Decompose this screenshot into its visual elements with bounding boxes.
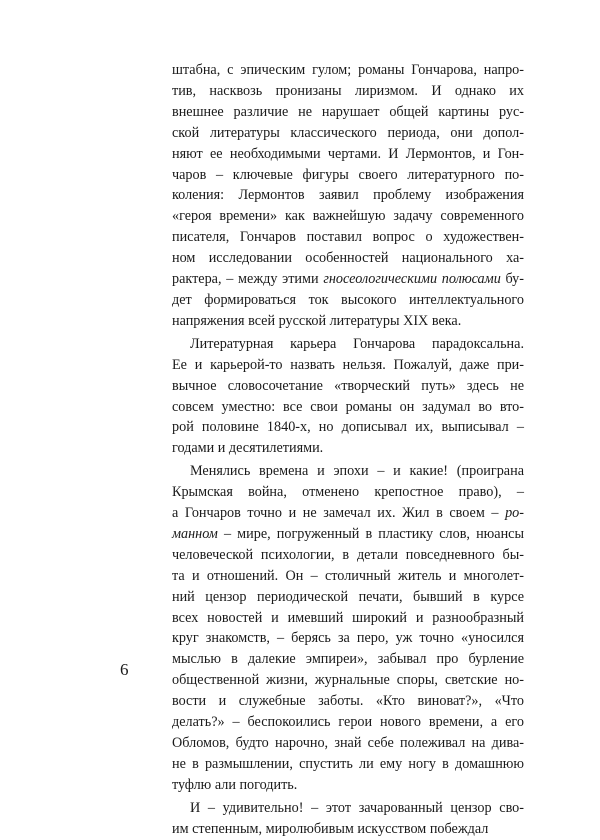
- text-segment: мыслью в далекие эмпиреи», забывал про бурление: [172, 651, 524, 668]
- text-segment: делать?» – беспокоились герои нового времени, а его: [172, 714, 524, 731]
- text-line: [172, 165, 524, 186]
- text-segment: ро-: [505, 505, 524, 522]
- text-segment: не в размышлении, спустить ли ему ногу в домашнюю: [172, 755, 524, 772]
- text-segment: рактера, – между этими: [172, 271, 324, 288]
- text-line: [172, 733, 524, 754]
- text-line: [172, 227, 524, 248]
- text-segment: штабна, с эпическим гулом; романы Гончарова, напро-: [172, 62, 524, 78]
- text-line: [172, 60, 524, 81]
- text-line: [172, 587, 524, 608]
- text-segment: бу-: [500, 271, 525, 288]
- text-segment: – мире, погруженный в пластику слов, нюансы: [217, 525, 524, 542]
- text-line: [172, 248, 524, 269]
- text-line: [172, 355, 524, 376]
- text-line: [172, 545, 524, 566]
- text-line: [172, 461, 524, 482]
- paragraph: [172, 461, 524, 796]
- text-segment: Обломов, будто нарочно, знай себе полеживал на дива-: [172, 735, 524, 751]
- text-line: [172, 144, 524, 165]
- text-segment: манном: [172, 525, 218, 542]
- text-segment: И – удивительно! – этот зачарованный цензор сво-: [190, 799, 524, 816]
- text-segment: внешнее различие не нарушает общей картины рус-: [172, 103, 524, 120]
- text-line: [172, 376, 524, 397]
- body-text: [172, 60, 524, 840]
- text-segment: писателя, Гончаров поставил вопрос о художествен-: [172, 229, 524, 246]
- text-line: [172, 670, 524, 691]
- text-segment: ном исследовании особенностей национального ха-: [172, 250, 524, 267]
- text-line: [172, 185, 524, 206]
- text-segment: та и отношений. Он – столичный житель и многолет-: [172, 567, 524, 584]
- text-line: [172, 438, 524, 459]
- text-segment: всех новостей и имевший широкий и разнообразный: [172, 609, 524, 626]
- text-line: [172, 311, 524, 332]
- text-segment: Крымская война, отменено крепостное право), –: [172, 484, 524, 501]
- paragraph: [172, 60, 524, 332]
- text-segment: Менялись времена и эпохи – и какие! (проиграна: [190, 463, 524, 480]
- text-segment: чаров – ключевые фигуры своего литературного по-: [172, 166, 524, 183]
- text-segment: туфлю али погодить.: [172, 776, 298, 793]
- text-line: [172, 417, 524, 438]
- text-segment: тив, насквозь пронизаны лиризмом. И однако их: [172, 82, 524, 99]
- text-line: [172, 628, 524, 649]
- text-segment: общественной жизни, журнальные споры, светские но-: [172, 672, 524, 689]
- text-segment: а Гончаров точно и не замечал их. Жил в своем –: [172, 505, 506, 522]
- text-segment: няют ее необходимыми чертами. И Лермонтов, и Гон-: [172, 145, 524, 162]
- text-segment: вычное словосочетание «творческий путь» здесь не: [172, 377, 524, 394]
- text-segment: им степенным, миролюбивым искусством побеждал: [172, 820, 489, 837]
- text-segment: ний цензор периодической печати, бывший в курсе: [172, 588, 524, 605]
- text-segment: ской литературы классического периода, они допол-: [172, 124, 524, 141]
- text-line: [172, 290, 524, 311]
- text-segment: рой половине 1840-х, но дописывал их, выписывал –: [172, 419, 524, 436]
- paragraph: [172, 798, 524, 840]
- text-line: [172, 334, 524, 355]
- text-segment: «героя времени» как важнейшую задачу современного: [172, 208, 524, 225]
- text-line: [172, 775, 524, 796]
- text-line: [172, 482, 524, 503]
- text-segment: коления: Лермонтов заявил проблему изображения: [172, 187, 524, 204]
- text-line: [172, 397, 524, 418]
- text-line: [172, 102, 524, 123]
- text-line: [172, 819, 524, 840]
- page-number: 6: [120, 660, 129, 679]
- paragraph: [172, 334, 524, 459]
- text-line: [172, 269, 524, 290]
- text-segment: совсем уместно: все свои романы он задумал во вто-: [172, 398, 524, 415]
- text-line: [172, 503, 524, 524]
- text-segment: вости и служебные заботы. «Кто виноват?», «Что: [172, 693, 524, 710]
- text-line: [172, 649, 524, 670]
- text-line: [172, 123, 524, 144]
- text-line: [172, 566, 524, 587]
- text-line: [172, 712, 524, 733]
- text-line: [172, 524, 524, 545]
- text-segment: круг знакомств, – берясь за перо, уж точно «уносился: [172, 630, 524, 647]
- text-segment: Литературная карьера Гончарова парадоксальна.: [190, 335, 524, 352]
- text-line: [172, 206, 524, 227]
- text-segment: человеческой психологии, в детали повседневного бы-: [172, 546, 524, 563]
- text-line: [172, 754, 524, 775]
- text-segment: напряжения всей русской литературы XIX века.: [172, 312, 462, 329]
- text-line: [172, 691, 524, 712]
- text-segment: Ее и карьерой-то назвать нельзя. Пожалуй, даже при-: [172, 356, 524, 373]
- text-segment: дет формироваться ток высокого интеллектуального: [172, 291, 524, 308]
- text-segment: гносеологическими полюсами: [323, 271, 501, 288]
- text-line: [172, 798, 524, 819]
- text-line: [172, 81, 524, 102]
- text-segment: годами и десятилетиями.: [172, 440, 324, 457]
- text-line: [172, 608, 524, 629]
